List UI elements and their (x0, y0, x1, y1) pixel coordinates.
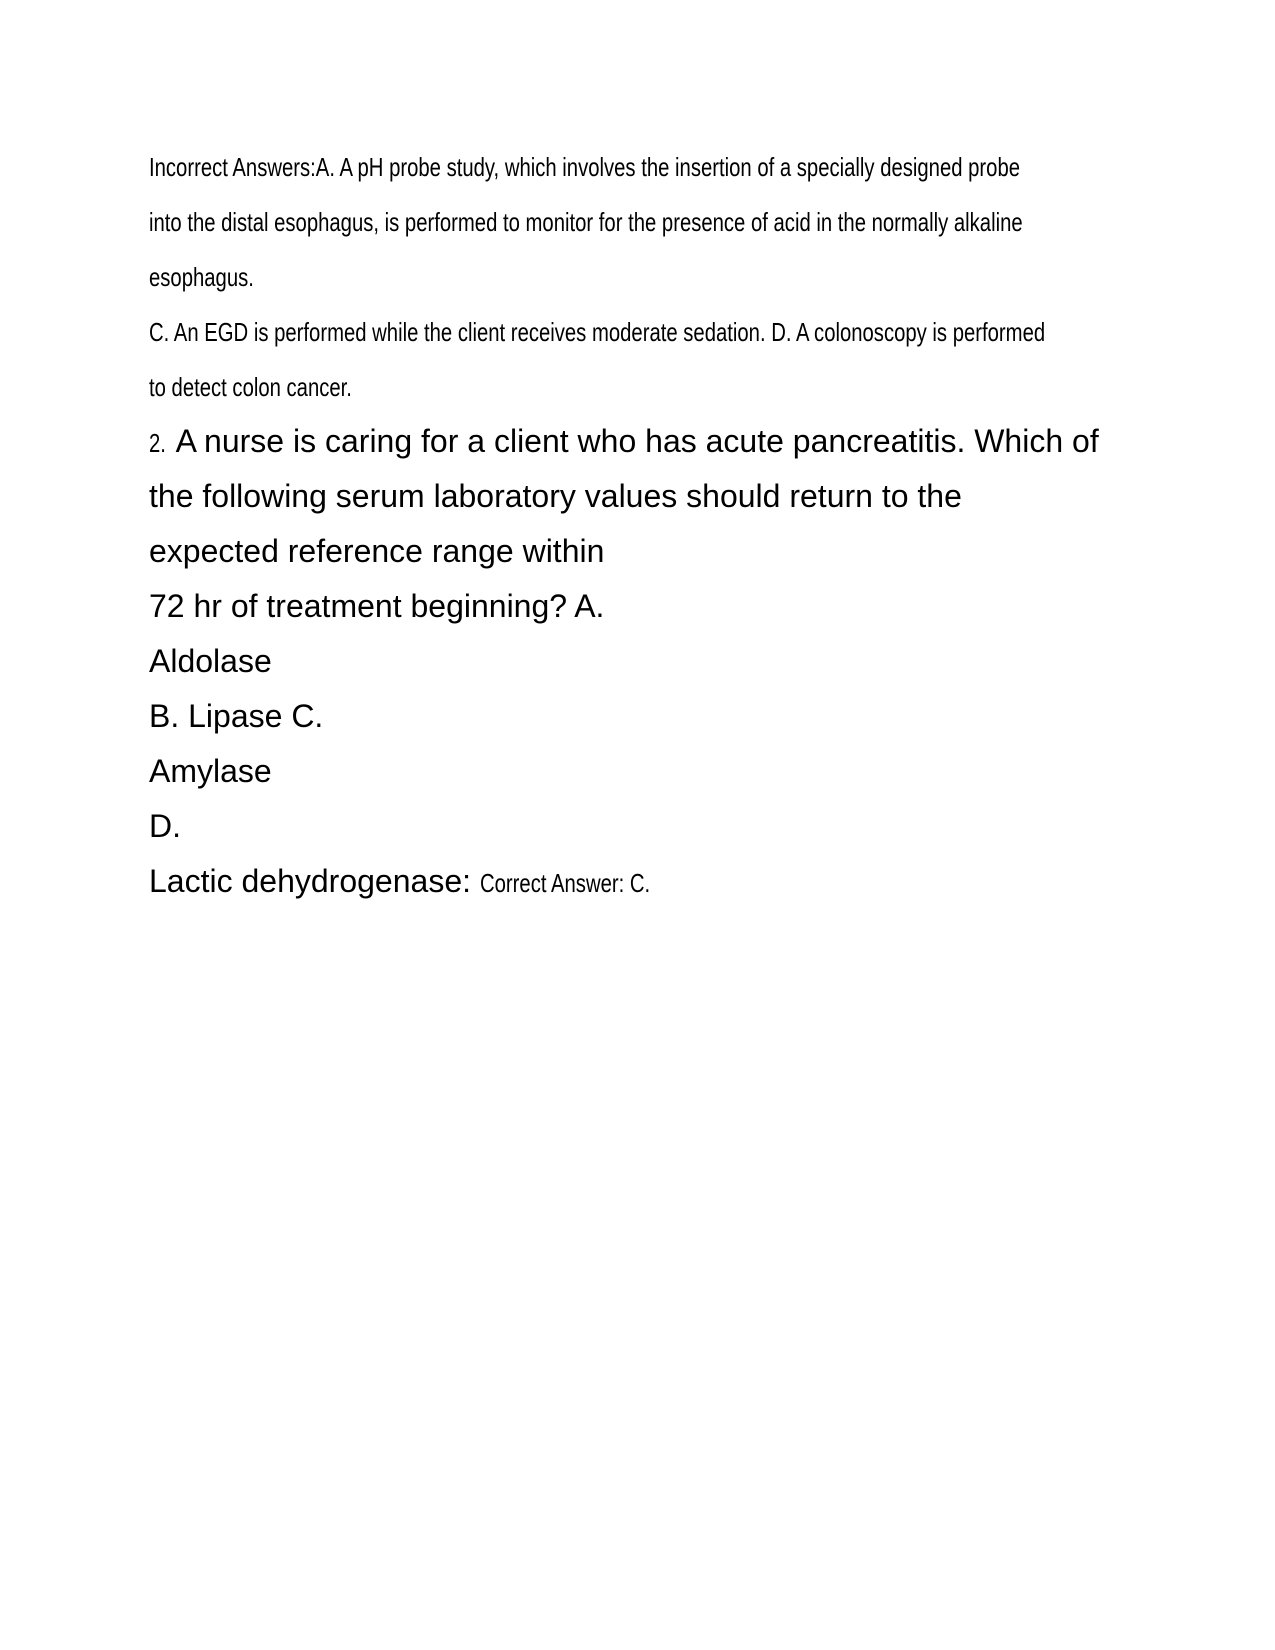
question-line-3: expected reference range within (149, 533, 605, 569)
question-line-1 (149, 421, 1099, 463)
option-b-line: B. Lipase C. (149, 698, 324, 734)
rationale-line-1: C. An EGD is performed while the client receives moderate sedation. D. A colonoscopy is performed (149, 317, 1046, 347)
incorrect-answers-line-3: esophagus. (149, 262, 254, 292)
question-line-2: the following serum laboratory values should return to the (149, 478, 962, 514)
option-c-label: Amylase (149, 753, 272, 789)
option-d-marker: D. (149, 808, 181, 844)
option-d-label: Lactic dehydrogenase: (149, 863, 471, 899)
question-number: 2. (149, 428, 166, 458)
rationale-line-2: to detect colon cancer. (149, 372, 352, 402)
option-a-label: Aldolase (149, 643, 272, 679)
incorrect-answers-line-2: into the distal esophagus, is performed to monitor for the presence of acid in the normally alkaline (149, 207, 1023, 237)
question-line-4: 72 hr of treatment beginning? A. (149, 588, 605, 624)
option-d-line (149, 861, 698, 903)
question-text-1: A nurse is caring for a client who has acute pancreatitis. Which of (175, 423, 1099, 459)
correct-answer: Correct Answer: C. (479, 868, 651, 898)
incorrect-answers-line-1: Incorrect Answers:A. A pH probe study, which involves the insertion of a specially designed probe (149, 152, 1021, 182)
